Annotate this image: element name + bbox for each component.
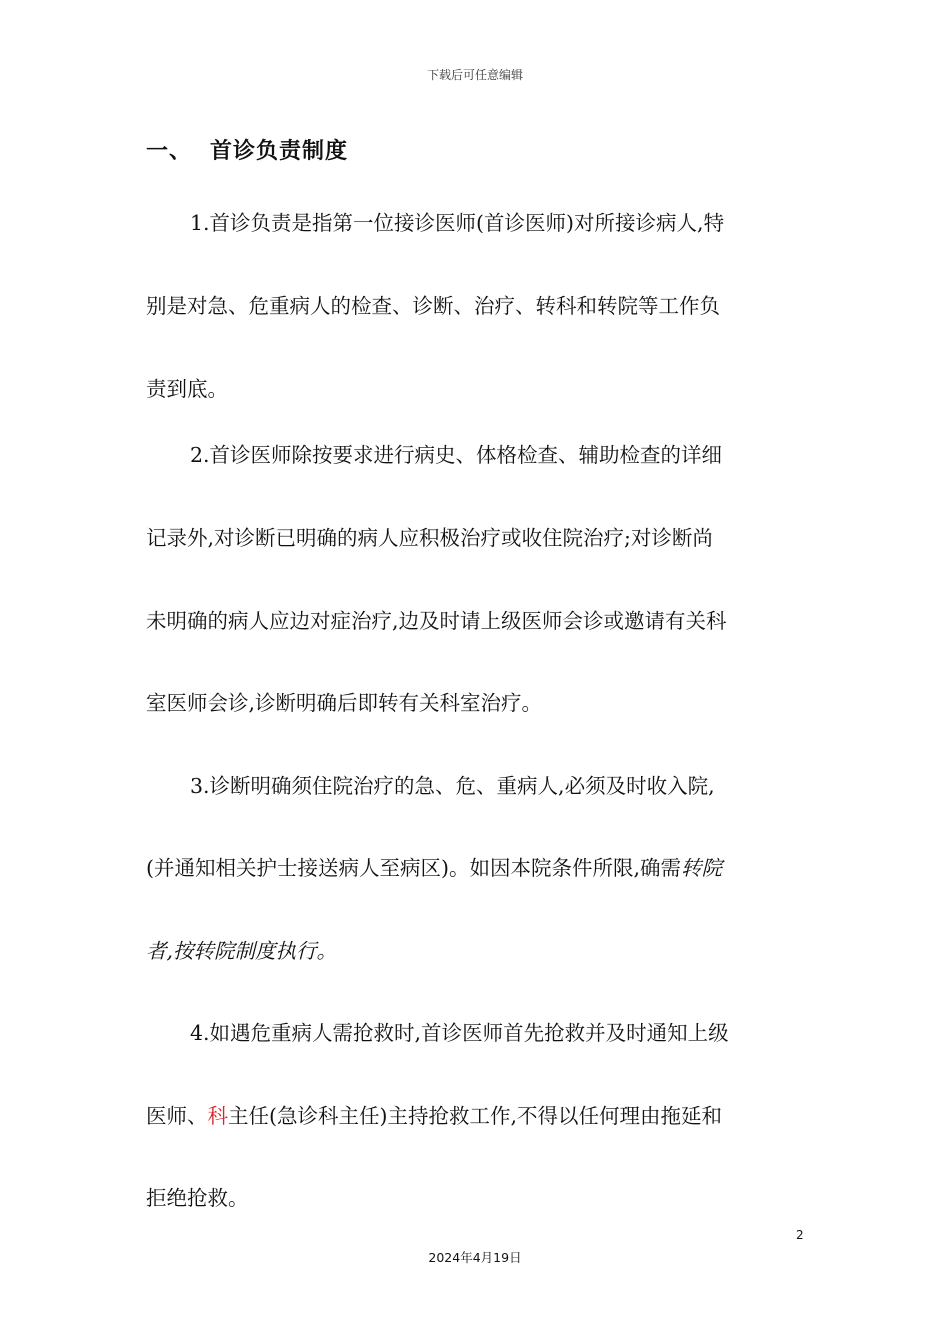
paragraph-4-line-2-post: 主任(急诊科主任)主持抢救工作,不得以任何理由拖延和 [228,1104,723,1128]
paragraph-2-line-3: 未明确的病人应边对症治疗,边及时请上级医师会诊或邀请有关科 [146,609,727,633]
paragraph-2-line-1: 2.首诊医师除按要求进行病史、体格检查、辅助检查的详细 [190,443,723,467]
page-footer-date: 2024年4月19日 [428,1250,522,1265]
paragraph-3-line-1: 3.诊断明确须住院治疗的急、危、重病人,必须及时收入院, [190,774,715,798]
paragraph-3-line-2 [146,851,722,881]
page-number: 2 [796,1228,804,1242]
section-number: 一、 [146,139,193,164]
paragraph-4-line-2-pre: 医师、 [146,1104,208,1128]
paragraph-2-line-4: 室医师会诊,诊断明确后即转有关科室治疗。 [146,691,543,715]
paragraph-4-line-1: 4.如遇危重病人需抢救时,首诊医师首先抢救并及时通知上级 [190,1021,729,1045]
highlighted-character: 科 [207,1104,228,1128]
section-title: 首诊负责制度 [210,139,349,164]
paragraph-3-line-2-italic: 转院 [681,856,723,880]
page-header: 下载后可任意编辑 [426,68,523,82]
paragraph-2-line-2: 记录外,对诊断已明确的病人应积极治疗或收住院治疗;对诊断尚 [146,526,713,550]
section-heading [146,134,348,165]
paragraph-4-line-3: 拒绝抢救。 [146,1186,249,1210]
paragraph-4-line-2 [146,1099,722,1129]
paragraph-1-line-2: 别是对急、危重病人的检查、诊断、治疗、转科和转院等工作负 [146,294,720,318]
paragraph-3-line-3: 者,按转院制度执行。 [146,939,338,963]
paragraph-1-line-1: 1.首诊负责是指第一位接诊医师(首诊医师)对所接诊病人,特 [190,211,725,235]
paragraph-3-line-2-text: (并通知相关护士接送病人至病区)。如因本院条件所限,确需 [146,856,682,880]
paragraph-1-line-3: 责到底。 [146,377,228,401]
